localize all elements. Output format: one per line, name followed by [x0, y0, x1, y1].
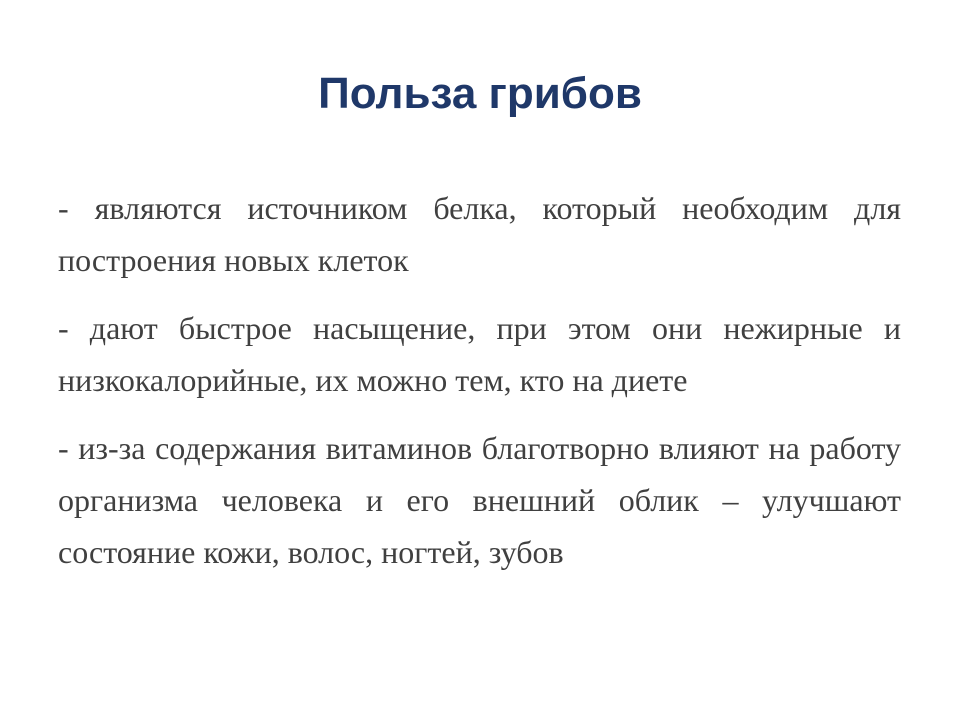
slide-body: [58, 182, 901, 594]
slide-title: Польза грибов: [318, 69, 642, 118]
benefit-item-protein: - являются источником белка, который необходим для построения новых клеток: [58, 190, 901, 278]
benefit-item-vitamins: - из-за содержания витаминов благотворно влияют на работу организма человека и его внешний облик – улучшают состояние кожи, волос, ногтей, зубов: [58, 430, 901, 570]
benefit-item-satiety: - дают быстрое насыщение, при этом они нежирные и низкокалорийные, их можно тем, кто на диете: [58, 310, 901, 398]
